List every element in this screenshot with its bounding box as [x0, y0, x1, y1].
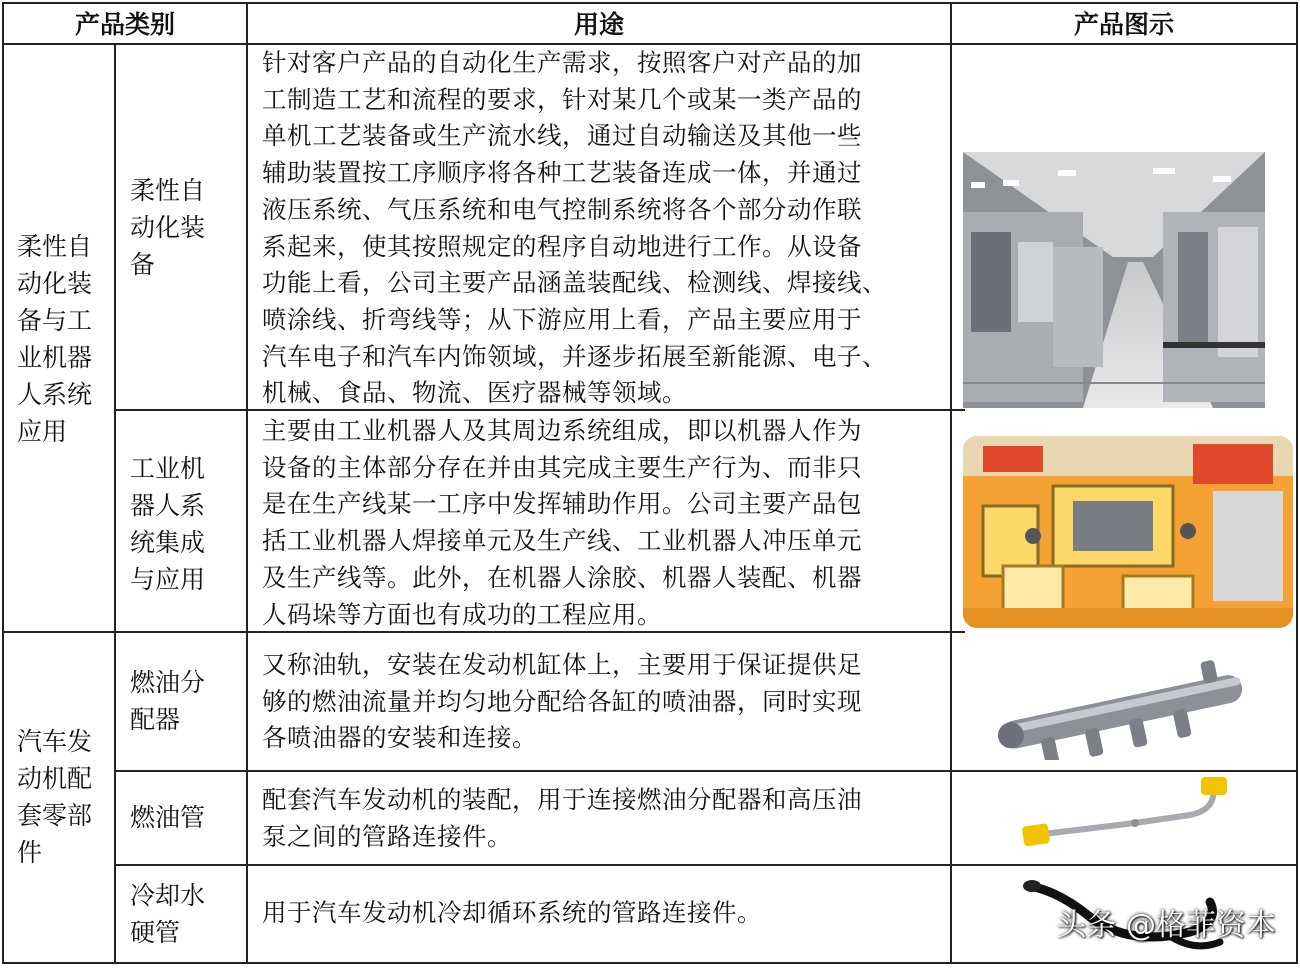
robot-cell-photo [963, 436, 1293, 628]
rule-bottom [2, 962, 1298, 964]
category-engine-parts [17, 723, 109, 871]
subcategory-line: 硬管 [130, 918, 181, 947]
usage-line: 又称油轨，安装在发动机缸体上，主要用于保证提供足 [262, 650, 862, 679]
fuel-rail-photo [985, 650, 1255, 760]
category-line: 业机器 [17, 343, 93, 372]
rule-right [1296, 2, 1298, 964]
usage-line: 针对客户产品的自动化生产需求，按照客户对产品的加 [262, 48, 862, 77]
subcategory-line: 统集成 [130, 528, 206, 557]
usage-line: 系起来，使其按照规定的程序自动地进行工作。从设备 [262, 231, 862, 261]
automation-line-photo [963, 152, 1265, 408]
usage-line: 及生产线等。此外，在机器人涂胶、机器人装配、机器 [262, 562, 862, 592]
rule-cat-sub [114, 43, 116, 964]
usage-line: 设备的主体部分存在并由其完成主要生产行为、而非只 [262, 452, 862, 482]
category-line: 人系统 [17, 380, 93, 409]
usage-line: 主要由工业机器人及其周边系统组成，即以机器人作为 [262, 416, 862, 445]
usage-line: 各喷油器的安装和连接。 [262, 723, 537, 753]
category-line: 动化装 [17, 269, 93, 298]
category-line: 汽车发 [17, 727, 93, 756]
category-line: 套零部 [17, 801, 93, 830]
rule-left [2, 2, 4, 964]
usage-line: 功能上看，公司主要产品涵盖装配线、检测线、焊接线、 [262, 268, 887, 298]
usage-text [262, 895, 940, 932]
category-line: 动机配 [17, 764, 93, 793]
usage-line: 配套汽车发动机的装配，用于连接燃油分配器和高压油 [262, 785, 862, 814]
header-category: 产品类别 [74, 10, 175, 39]
rule-usage-image [950, 2, 952, 964]
fuel-pipe-photo [1015, 775, 1275, 863]
category-line: 柔性自 [17, 232, 93, 261]
usage-line: 单机工艺装备或生产流水线，通过自动输送及其他一些 [262, 121, 862, 151]
usage-line: 喷涂线、折弯线等；从下游应用上看，产品主要应用于 [262, 304, 862, 334]
usage-text [262, 782, 940, 855]
rule-row4-bottom [115, 864, 1298, 866]
category-line: 件 [17, 838, 43, 867]
usage-line: 工制造工艺和流程的要求，针对某几个或某一类产品的 [262, 84, 862, 114]
subcategory-fuel-rail [130, 664, 232, 738]
header-usage: 用途 [573, 10, 624, 39]
subcategory-line: 备 [130, 250, 156, 279]
subcategory-flexible-equipment [130, 172, 232, 283]
usage-line: 括工业机器人焊接单元及生产线、工业机器人冲压单元 [262, 526, 862, 556]
subcategory-line: 与应用 [130, 565, 206, 594]
subcategory-line: 器人系 [130, 491, 206, 520]
rule-row3-bottom [115, 770, 1298, 772]
header-image: 产品图示 [1073, 10, 1174, 39]
watermark: 头条 @格菲资本 [1056, 908, 1276, 943]
subcategory-fuel-pipe [130, 799, 240, 836]
subcategory-line: 燃油分 [130, 668, 206, 697]
usage-line: 用于汽车发动机冷却循环系统的管路连接件。 [262, 898, 762, 927]
usage-line: 泵之间的管路连接件。 [262, 821, 512, 851]
rule-sub-usage [246, 2, 248, 964]
subcategory-line: 柔性自 [130, 176, 206, 205]
usage-line: 够的燃油流量并均匀地分配给各缸的喷油器，同时实现 [262, 686, 862, 716]
usage-line: 机械、食品、物流、医疗器械等领域。 [262, 378, 687, 408]
subcategory-line: 燃油管 [130, 803, 206, 832]
category-line: 应用 [17, 417, 68, 446]
subcategory-robot-integration [130, 450, 232, 598]
usage-line: 辅助装置按工序顺序将各种工艺装备连成一体，并通过 [262, 158, 862, 188]
subcategory-line: 工业机 [130, 454, 206, 483]
subcategory-line: 配器 [130, 705, 181, 734]
subcategory-line: 冷却水 [130, 881, 206, 910]
category-flexible-automation [17, 228, 109, 450]
usage-text [262, 647, 940, 757]
category-line: 备与工 [17, 306, 93, 335]
usage-text [262, 45, 940, 412]
usage-line: 液压系统、气压系统和电气控制系统将各个部分动作联 [262, 194, 862, 224]
subcategory-coolant-pipe [130, 877, 232, 951]
usage-line: 汽车电子和汽车内饰领域，并逐步拓展至新能源、电子、 [262, 341, 887, 371]
usage-line: 人码垛等方面也有成功的工程应用。 [262, 599, 662, 629]
subcategory-line: 动化装 [130, 213, 206, 242]
usage-line: 是在生产线某一工序中发挥辅助作用。公司主要产品包 [262, 489, 862, 519]
usage-text [262, 413, 940, 633]
